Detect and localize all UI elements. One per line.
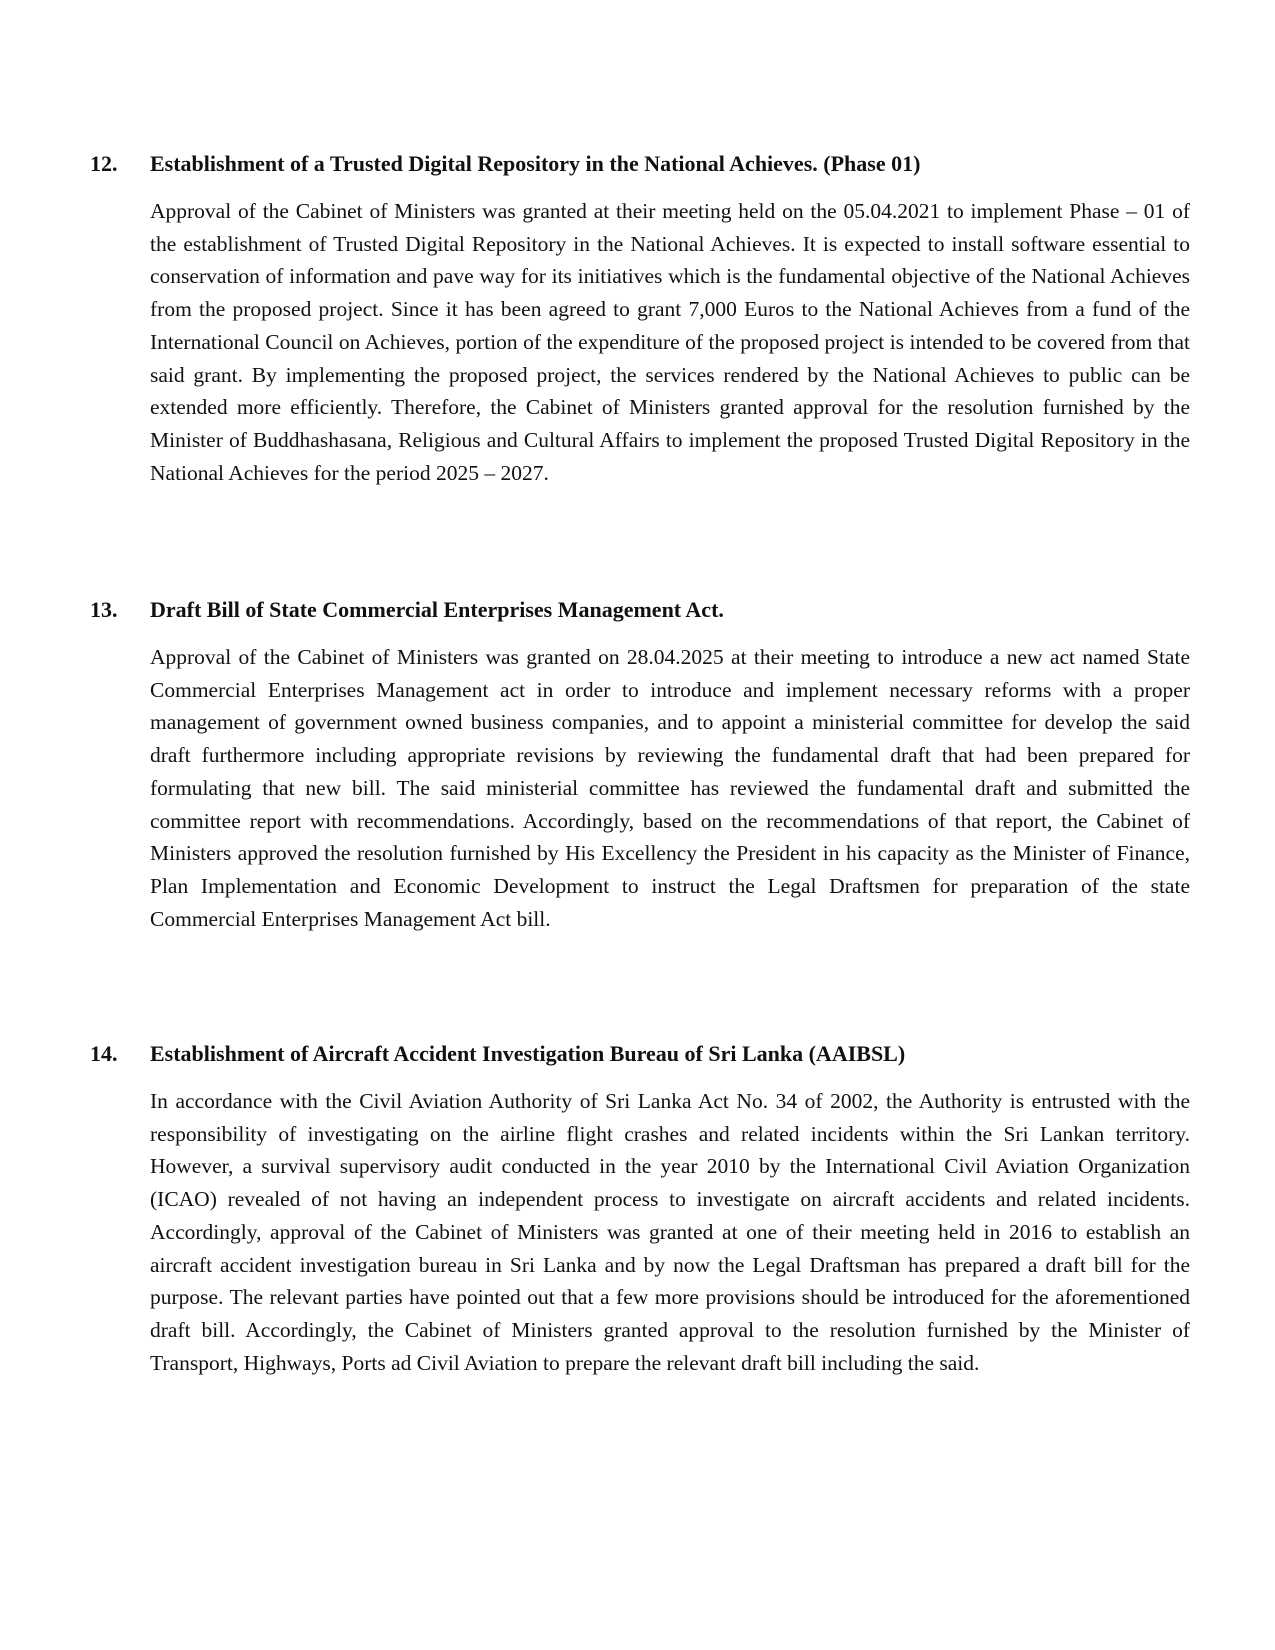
section-number: 12. <box>90 151 118 176</box>
section-title: Establishment of a Trusted Digital Repository in the National Achieves. (Phase 01) <box>150 151 921 176</box>
section-body: Approval of the Cabinet of Ministers was granted on 28.04.2025 at their meeting to introduce a new act named State Commercial Enterprises Management act in order to introduce and implement necessary reforms with a proper management of government owned business companies, and to appoint a ministerial committee for develop the said draft furthermore including appropriate revisions by reviewing the fundamental draft that had been prepared for formulating that new bill. The said ministerial committee has reviewed the fundamental draft and submitted the committee report with recommendations. Accordingly, based on the recommendations of that report, the Cabinet of Ministers approved the resolution furnished by His Excellency the President in his capacity as the Minister of Finance, Plan Implementation and Economic Development to instruct the Legal Draftsmen for preparation of the state Commercial Enterprises Management Act bill. <box>150 645 1190 931</box>
section-body: Approval of the Cabinet of Ministers was granted at their meeting held on the 05.04.2021 to implement Phase – 01 of the establishment of Trusted Digital Repository in the National Achieves. It is expected to install software essential to conservation of information and pave way for its initiatives which is the fundamental objective of the National Achieves from the proposed project. Since it has been agreed to grant 7,000 Euros to the National Achieves from a fund of the International Council on Achieves, portion of the expenditure of the proposed project is intended to be covered from that said grant. By implementing the proposed project, the services rendered by the National Achieves to public can be extended more efficiently. Therefore, the Cabinet of Ministers granted approval for the resolution furnished by the Minister of Buddhashasana, Religious and Cultural Affairs to implement the proposed Trusted Digital Repository in the National Achieves for the period 2025 – 2027. <box>150 199 1190 485</box>
section-title: Establishment of Aircraft Accident Investigation Bureau of Sri Lanka (AAIBSL) <box>150 1041 906 1066</box>
section-13 <box>90 596 1190 935</box>
section-number: 14. <box>90 1041 118 1066</box>
section-heading <box>90 1040 1190 1068</box>
section-body: In accordance with the Civil Aviation Authority of Sri Lanka Act No. 34 of 2002, the Authority is entrusted with the responsibility of investigating on the airline flight crashes and related incidents within the Sri Lankan territory. However, a survival supervisory audit conducted in the year 2010 by the International Civil Aviation Organization (ICAO) revealed of not having an independent process to investigate on aircraft accidents and related incidents. Accordingly, approval of the Cabinet of Ministers was granted at one of their meeting held in 2016 to establish an aircraft accident investigation bureau in Sri Lanka and by now the Legal Draftsman has prepared a draft bill for the purpose. The relevant parties have pointed out that a few more provisions should be introduced for the aforementioned draft bill. Accordingly, the Cabinet of Ministers granted approval to the resolution furnished by the Minister of Transport, Highways, Ports ad Civil Aviation to prepare the relevant draft bill including the said. <box>150 1089 1190 1375</box>
section-14 <box>90 1040 1190 1379</box>
section-title: Draft Bill of State Commercial Enterprises Management Act. <box>150 597 724 622</box>
section-heading <box>90 596 1190 624</box>
section-heading <box>90 150 1190 178</box>
section-number: 13. <box>90 597 118 622</box>
section-12 <box>90 150 1190 489</box>
